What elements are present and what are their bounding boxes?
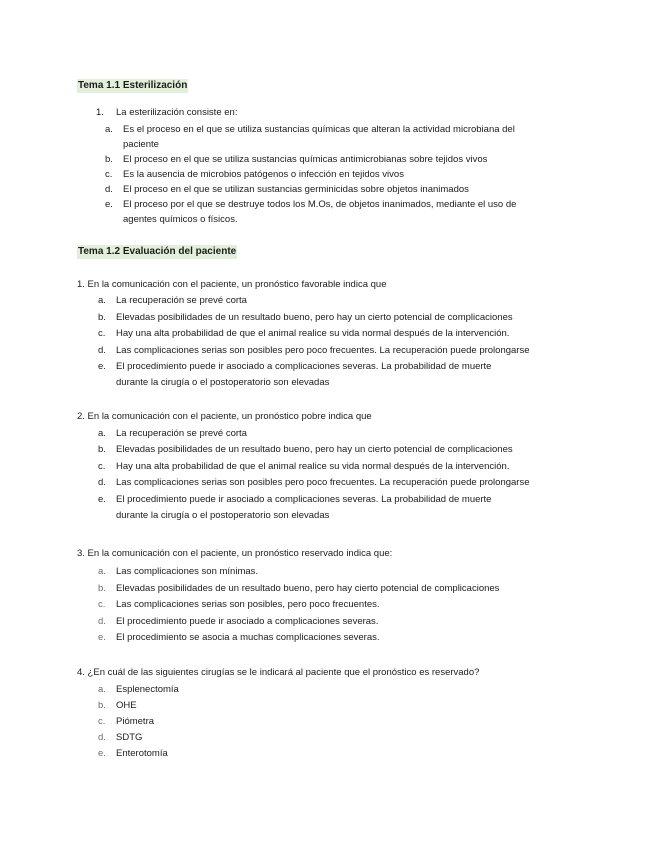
option-text: SDTG bbox=[116, 732, 143, 743]
option-text: Elevadas posibilidades de un resultado bueno, pero hay cierto potencial de complicaciones bbox=[116, 583, 500, 594]
option-letter: e. bbox=[98, 748, 106, 759]
question-text: 3. En la comunicación con el paciente, un pronóstico reservado indica que: bbox=[77, 548, 393, 559]
option-letter: e. bbox=[98, 361, 106, 372]
option-text: La recuperación se prevé corta bbox=[116, 295, 247, 306]
option-letter: a. bbox=[98, 566, 106, 577]
option-letter: c. bbox=[98, 461, 106, 472]
option-letter: d. bbox=[105, 184, 113, 195]
option-text: Las complicaciones serias son posibles pero poco frecuentes. La recuperación puede prolongarse bbox=[116, 345, 530, 356]
option-letter: b. bbox=[98, 444, 106, 455]
option-text: El proceso en el que se utiliza sustancias químicas antimicrobianas sobre tejidos vivos bbox=[123, 154, 488, 165]
question-text: 4. ¿En cuál de las siguientes cirugías se le indicará al paciente que el pronóstico es reservado? bbox=[77, 667, 480, 678]
option-text: Enterotomía bbox=[116, 748, 168, 759]
option-text-continued: agentes químicos o físicos. bbox=[123, 214, 238, 225]
option-letter: a. bbox=[98, 428, 106, 439]
option-letter: b. bbox=[98, 700, 106, 711]
option-text-continued: paciente bbox=[123, 139, 159, 150]
option-text-continued: durante la cirugía o el postoperatorio son elevadas bbox=[116, 377, 330, 388]
option-letter: d. bbox=[98, 345, 106, 356]
option-letter: c. bbox=[98, 599, 106, 610]
option-text: Esplenectomía bbox=[116, 684, 179, 695]
option-letter: e. bbox=[98, 494, 106, 505]
option-text: Elevadas posibilidades de un resultado bueno, pero hay un cierto potencial de complicaciones bbox=[116, 312, 513, 323]
option-text: El procedimiento puede ir asociado a complicaciones severas. La probabilidad de muerte bbox=[116, 494, 492, 505]
option-text: Es el proceso en el que se utiliza sustancias químicas que alteran la actividad microbiana del bbox=[123, 124, 515, 135]
option-text: OHE bbox=[116, 700, 137, 711]
question-number: 1. bbox=[96, 107, 104, 118]
option-letter: e. bbox=[105, 199, 113, 210]
option-text-continued: durante la cirugía o el postoperatorio son elevadas bbox=[116, 510, 330, 521]
option-text: Hay una alta probabilidad de que el animal realice su vida normal después de la intervención. bbox=[116, 461, 510, 472]
option-letter: b. bbox=[98, 312, 106, 323]
option-letter: d. bbox=[98, 477, 106, 488]
option-text: Elevadas posibilidades de un resultado bueno, pero hay un cierto potencial de complicaciones bbox=[116, 444, 513, 455]
option-letter: a. bbox=[98, 684, 106, 695]
option-letter: c. bbox=[105, 169, 113, 180]
option-letter: a. bbox=[98, 295, 106, 306]
option-letter: a. bbox=[105, 124, 113, 135]
question-text: La esterilización consiste en: bbox=[116, 107, 238, 118]
section-heading-evaluacion: Tema 1.2 Evaluación del paciente bbox=[78, 246, 237, 257]
option-text: Es la ausencia de microbios patógenos o infección en tejidos vivos bbox=[123, 169, 404, 180]
option-letter: e. bbox=[98, 632, 106, 643]
option-text: Piómetra bbox=[116, 716, 155, 727]
option-letter: b. bbox=[105, 154, 113, 165]
question-text: 1. En la comunicación con el paciente, un pronóstico favorable indica que bbox=[77, 279, 387, 290]
option-letter: d. bbox=[98, 732, 106, 743]
option-text: Las complicaciones son mínimas. bbox=[116, 566, 259, 577]
section-heading-esterilizacion: Tema 1.1 Esterilización bbox=[78, 80, 188, 91]
option-letter: c. bbox=[98, 716, 106, 727]
question-text: 2. En la comunicación con el paciente, un pronóstico pobre indica que bbox=[77, 411, 372, 422]
option-text: El procedimiento puede ir asociado a complicaciones severas. bbox=[116, 616, 379, 627]
option-text: El procedimiento se asocia a muchas complicaciones severas. bbox=[116, 632, 380, 643]
option-text: El proceso por el que se destruye todos los M.Os, de objetos inanimados, mediante el uso de bbox=[123, 199, 517, 210]
option-text: La recuperación se prevé corta bbox=[116, 428, 247, 439]
option-letter: d. bbox=[98, 616, 106, 627]
option-text: El procedimiento puede ir asociado a complicaciones severas. La probabilidad de muerte bbox=[116, 361, 492, 372]
option-letter: c. bbox=[98, 328, 106, 339]
option-text: Las complicaciones serias son posibles pero poco frecuentes. La recuperación puede prolongarse bbox=[116, 477, 530, 488]
option-text: El proceso en el que se utilizan sustancias germinicidas sobre objetos inanimados bbox=[123, 184, 469, 195]
option-text: Las complicaciones serias son posibles, pero poco frecuentes. bbox=[116, 599, 380, 610]
option-text: Hay una alta probabilidad de que el animal realice su vida normal después de la intervención. bbox=[116, 328, 510, 339]
option-letter: b. bbox=[98, 583, 106, 594]
